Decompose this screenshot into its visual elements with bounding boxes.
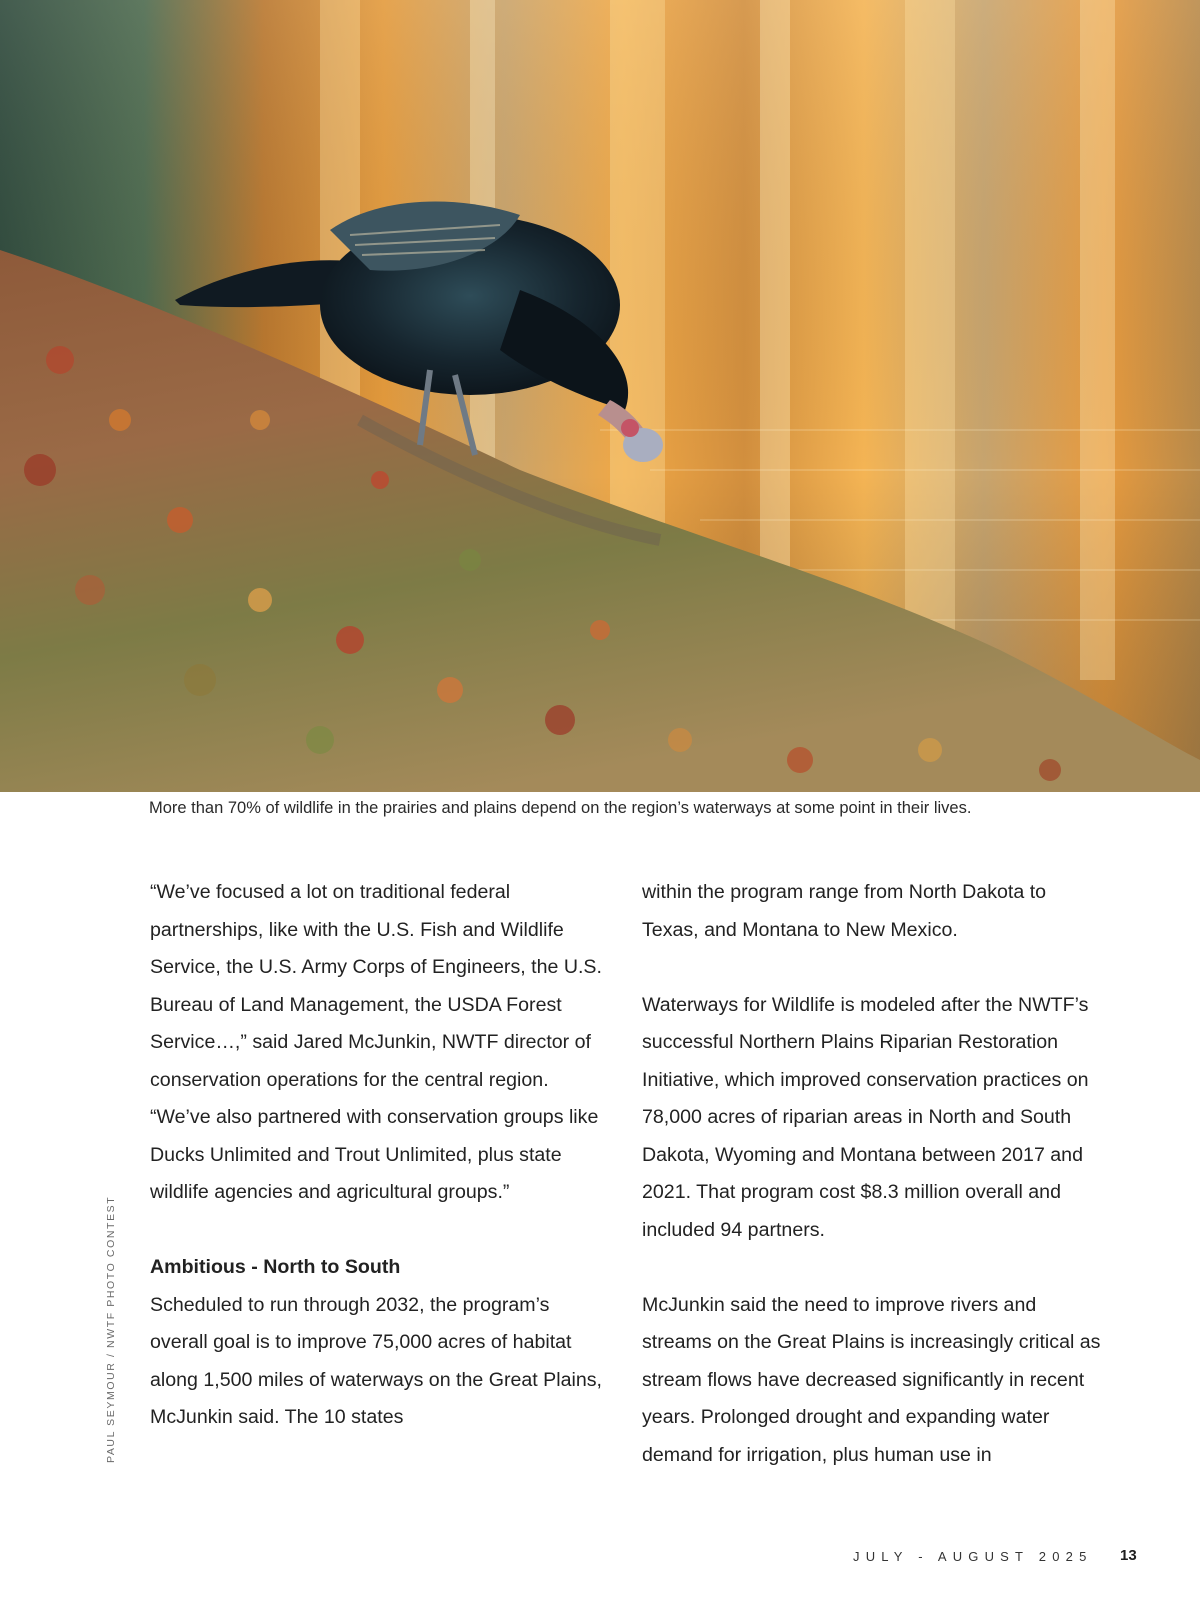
section-subhead: Ambitious - North to South [150,1256,401,1278]
paragraph: McJunkin said the need to improve rivers and streams on the Great Plains is increasingly critical as stream flows have decreased significantly in recent years. Prolonged drought and expanding water demand for irrigation, plus human use in [642,1293,1101,1466]
hero-photo [0,0,1200,792]
photo-credit: PAUL SEYMOUR / NWTF PHOTO CONTEST [105,1195,117,1463]
article-column-right [642,874,1102,1474]
page-number: 13 [1120,1547,1137,1564]
paragraph: “We’ve focused a lot on traditional federal partnerships, like with the U.S. Fish and Wildlife Service, the U.S. Army Corps of Engineers, the U.S. Bureau of Land Management, the USDA Forest Service…,” said Jared McJunkin, NWTF director of conservation operations for the central region. “We’ve also partnered with conservation groups like Ducks Unlimited and Trout Unlimited, plus state wildlife agencies and agricultural groups.” [150,881,602,1203]
article-column-left [150,874,610,1437]
issue-date: JULY - AUGUST 2025 [853,1549,1093,1564]
paragraph: Scheduled to run through 2032, the program’s overall goal is to improve 75,000 acres of habitat along 1,500 miles of waterways on the Great Plains, McJunkin said. The 10 states [150,1293,602,1428]
wild-turkey-drinking-photo [0,0,1200,792]
paragraph: Waterways for Wildlife is modeled after the NWTF’s successful Northern Plains Riparian Restoration Initiative, which improved conservation practices on 78,000 acres of riparian areas in North and South Dakota, Wyoming and Montana between 2017 and 2021. That program cost $8.3 million overall and included 94 partners. [642,993,1089,1241]
paragraph: within the program range from North Dakota to Texas, and Montana to New Mexico. [642,881,1047,941]
photo-caption: More than 70% of wildlife in the prairies and plains depend on the region’s waterways at some point in their lives. [149,799,972,817]
